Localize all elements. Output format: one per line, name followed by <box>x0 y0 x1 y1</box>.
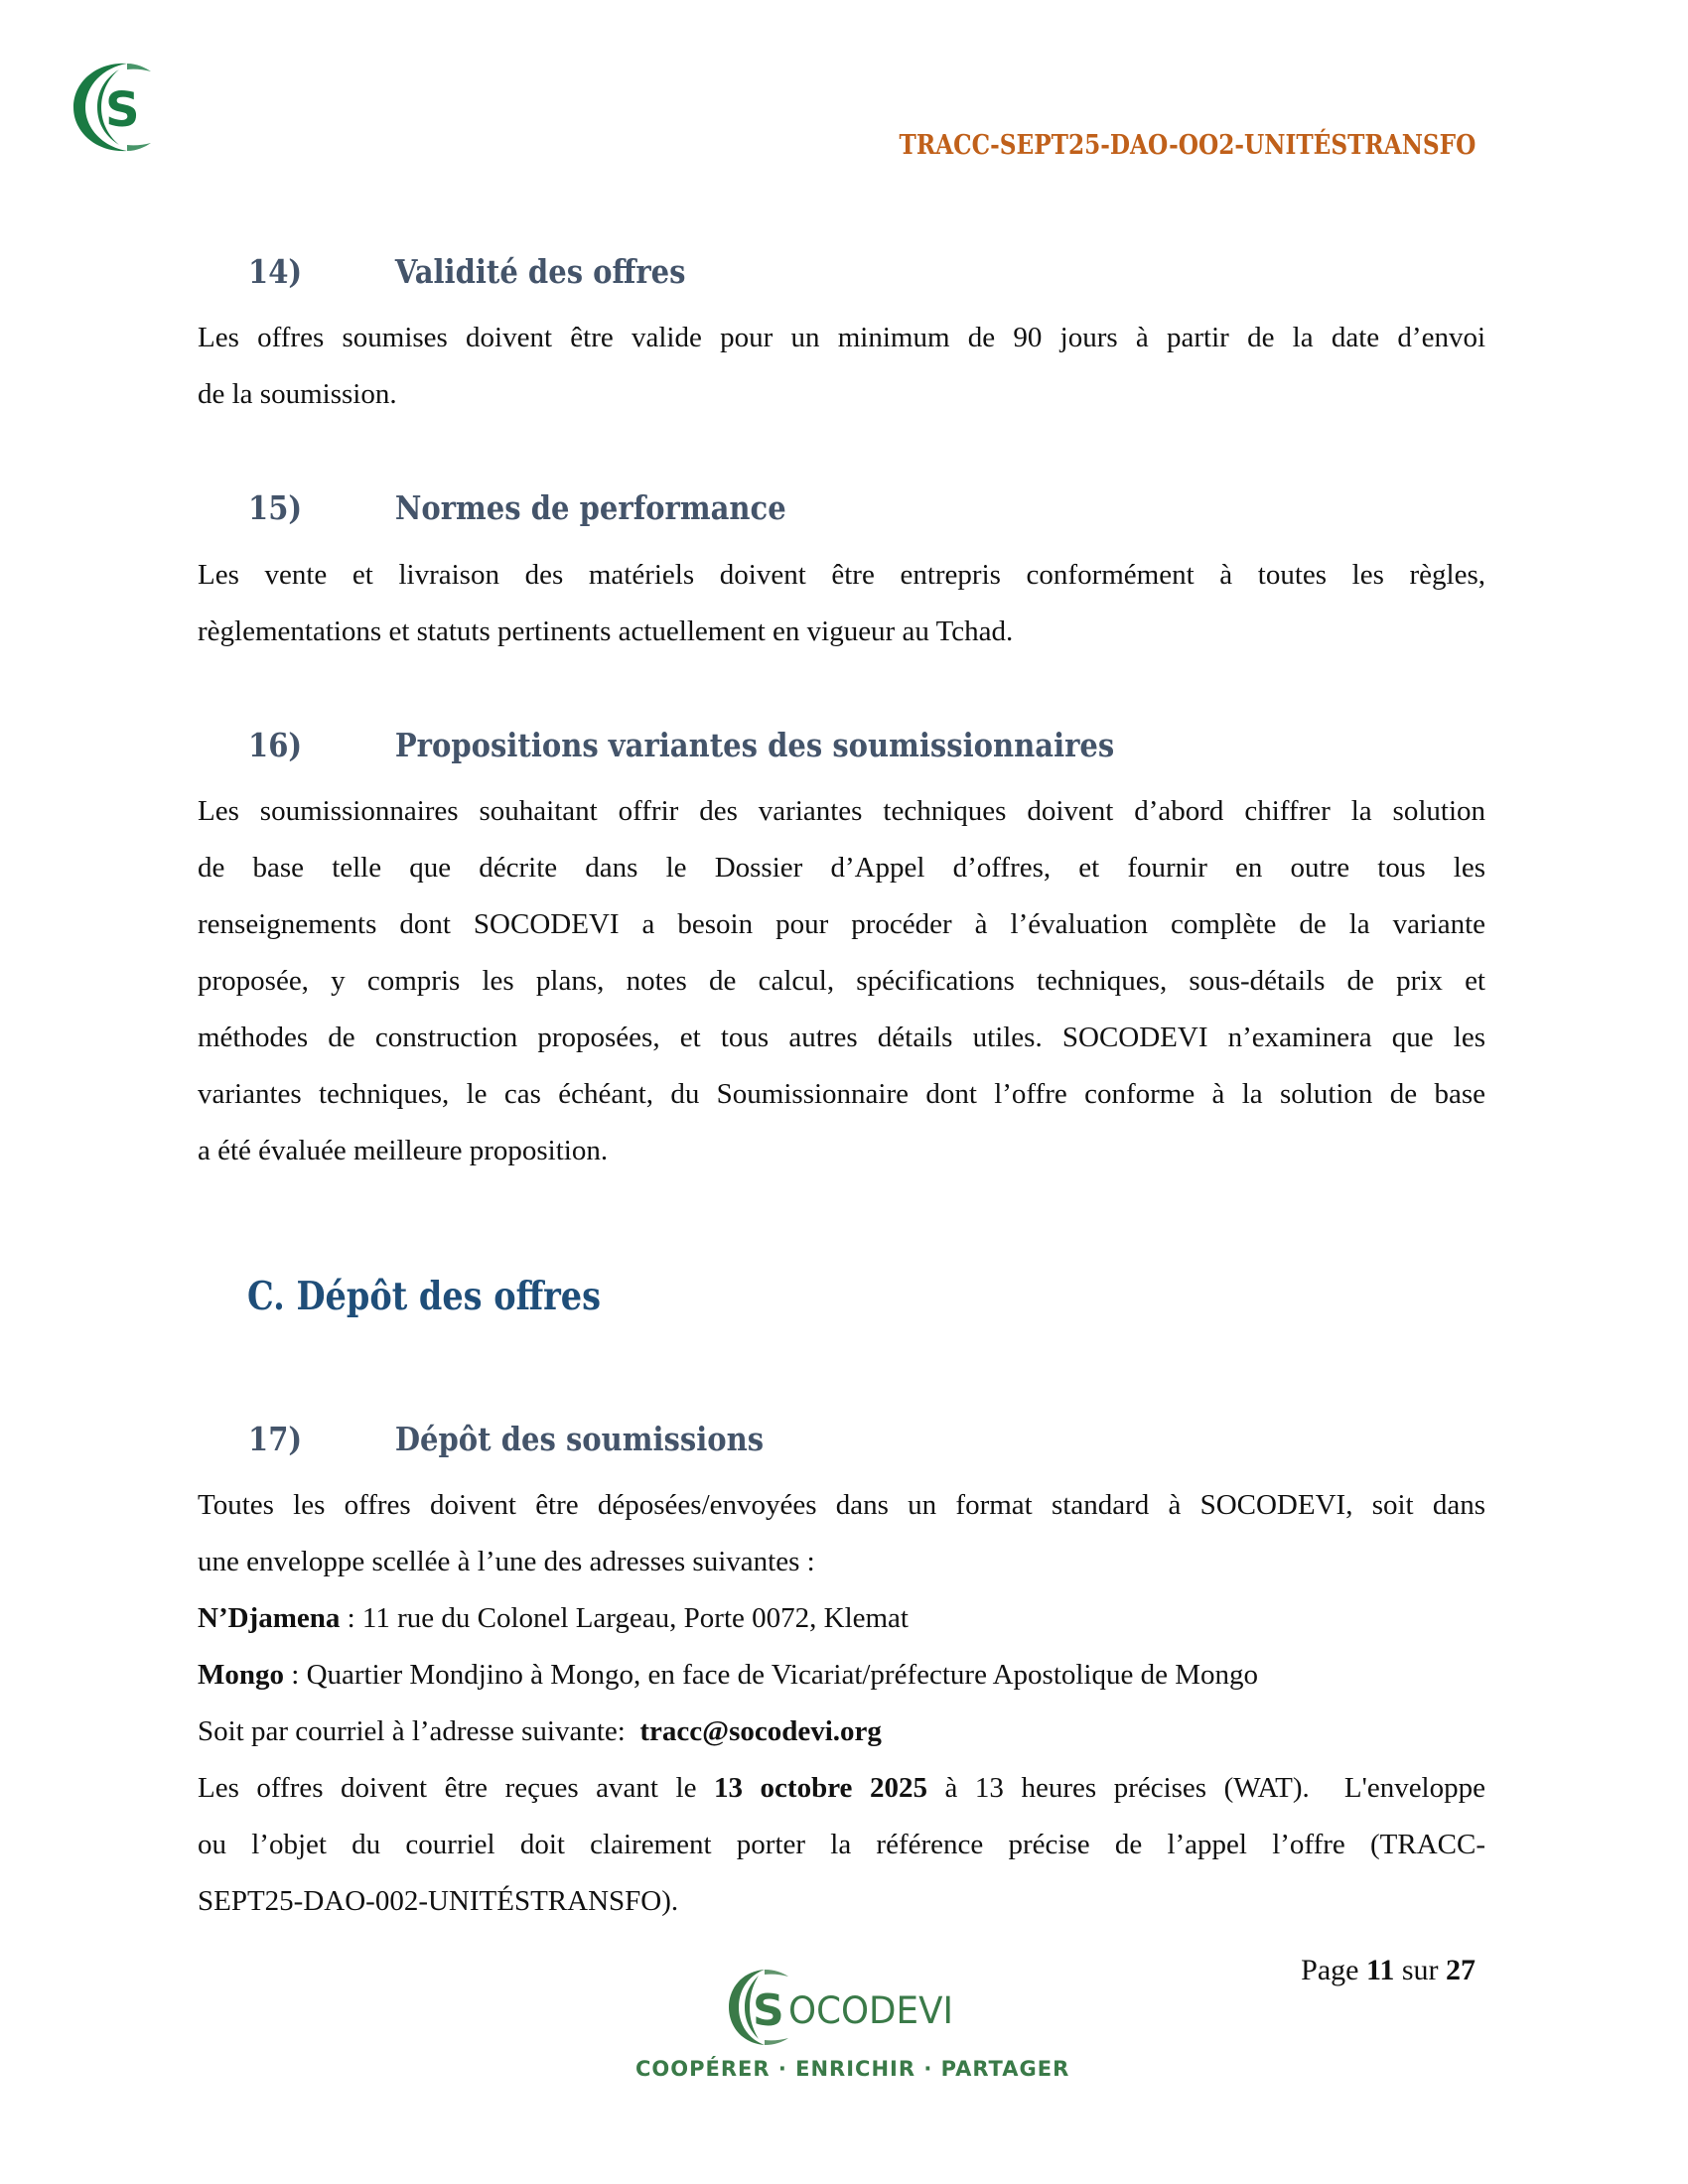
text-line: Les vente et livraison des matériels doivent être entrepris conformément à toutes les règles, <box>198 559 1485 591</box>
section-15-heading <box>248 488 786 527</box>
text-line: proposée, y compris les plans, notes de calcul, spécifications techniques, sous-détails de prix et <box>198 965 1485 997</box>
text-line: Les soumissionnaires souhaitant offrir des variantes techniques doivent d’abord chiffrer la solution <box>198 795 1485 827</box>
text-line: une enveloppe scellée à l’une des adresses suivantes : <box>198 1546 815 1577</box>
text-line: méthodes de construction proposées, et tous autres détails utiles. SOCODEVI n’examinera que les <box>198 1022 1485 1053</box>
section-14-body <box>198 310 1485 423</box>
text-line: de base telle que décrite dans le Dossier d’Appel d’offres, et fournir en outre tous les <box>198 852 1485 884</box>
section-17-body <box>198 1477 1485 1930</box>
text-line: de la soumission. <box>198 378 397 410</box>
text-line: règlementations et statuts pertinents actuellement en vigueur au Tchad. <box>198 615 1014 647</box>
address-city: Mongo <box>198 1659 284 1691</box>
total-pages: 27 <box>1446 1954 1476 1986</box>
section-title: Normes de performance <box>394 488 786 527</box>
address-text: 11 rue du Colonel Largeau, Porte 0072, Klemat <box>361 1602 909 1634</box>
text-line: SEPT25-DAO-002-UNITÉSTRANSFO). <box>198 1885 679 1917</box>
socodevi-logo-icon <box>68 58 155 157</box>
document-reference: TRACC-SEPT25-DAO-OO2-UNITÉSTRANSFO <box>899 130 1476 161</box>
footer-tagline: COOPÉRER · ENRICHIR · PARTAGER <box>635 2057 1070 2081</box>
deadline-date: 13 octobre 2025 <box>714 1772 927 1804</box>
section-number: 15) <box>248 488 303 527</box>
section-number: 17) <box>248 1420 303 1458</box>
svg-text:S: S <box>105 82 140 138</box>
address-ndjamena: N’Djamena : 11 rue du Colonel Largeau, Porte 0072, Klemat <box>198 1602 909 1634</box>
email-line: Soit par courriel à l’adresse suivante: tracc@socodevi.org <box>198 1715 882 1747</box>
section-title: Dépôt des soumissions <box>394 1420 765 1458</box>
section-14-heading <box>248 252 685 291</box>
address-text: Quartier Mondjino à Mongo, en face de Vicariat/préfecture Apostolique de Mongo <box>306 1659 1259 1691</box>
section-title: Validité des offres <box>394 252 686 291</box>
part-heading: C. Dépôt des offres <box>247 1274 602 1319</box>
section-number: 14) <box>248 252 303 291</box>
address-mongo: Mongo : Quartier Mondjino à Mongo, en face de Vicariat/préfecture Apostolique de Mongo <box>198 1659 1259 1691</box>
section-number: 16) <box>248 726 303 764</box>
text-line: renseignements dont SOCODEVI a besoin pour procéder à l’évaluation complète de la variante <box>198 908 1485 940</box>
section-17-heading <box>248 1420 764 1458</box>
email-link[interactable]: tracc@socodevi.org <box>639 1715 882 1747</box>
section-16-heading <box>248 726 1114 764</box>
section-title: Propositions variantes des soumissionnaires <box>394 726 1115 764</box>
section-15-body <box>198 547 1485 660</box>
current-page: 11 <box>1365 1954 1395 1986</box>
socodevi-footer-logo-icon <box>725 1964 963 2049</box>
page-number: Page 11 sur 27 <box>1301 1954 1476 1986</box>
text-line: a été évaluée meilleure proposition. <box>198 1135 609 1166</box>
address-city: N’Djamena <box>198 1602 341 1634</box>
text-line: Toutes les offres doivent être déposées/envoyées dans un format standard à SOCODEVI, soit dans <box>198 1489 1485 1521</box>
svg-text:S: S <box>753 1985 784 2036</box>
text-line: Les offres soumises doivent être valide pour un minimum de 90 jours à partir de la date d’envoi <box>198 322 1485 353</box>
deadline-line: Les offres doivent être reçues avant le 13 octobre 2025 à 13 heures précises (WAT). L'enveloppe <box>198 1772 1485 1804</box>
text-line: variantes techniques, le cas échéant, du Soumissionnaire dont l’offre conforme à la solution de base <box>198 1078 1485 1110</box>
section-16-body <box>198 783 1485 1179</box>
svg-text:OCODEVI: OCODEVI <box>788 1989 953 2032</box>
text-line: ou l’objet du courriel doit clairement porter la référence précise de l’appel l’offre (TRACC- <box>198 1829 1485 1860</box>
